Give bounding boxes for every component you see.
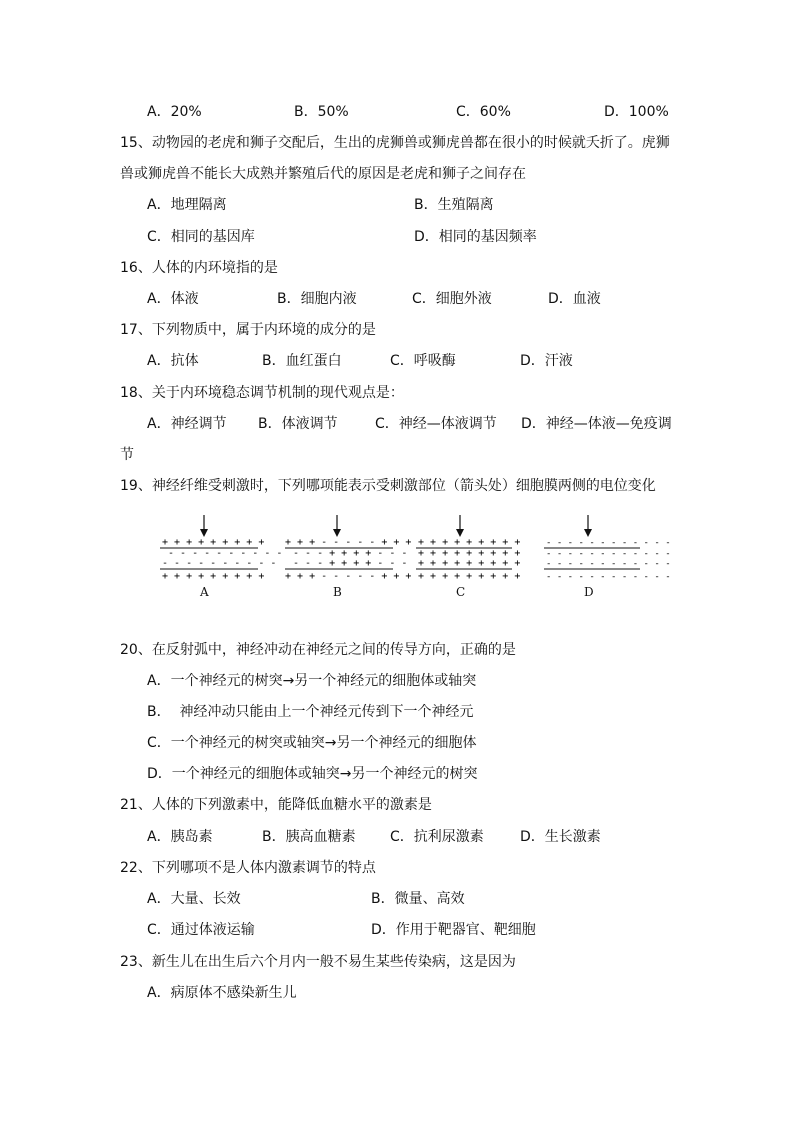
- membrane-diagram-b: [283, 515, 412, 585]
- membrane-diagram-a: [158, 515, 283, 585]
- q14-option-d: D．100%: [604, 104, 669, 120]
- q15-option-d: D．相同的基因频率: [414, 229, 537, 245]
- q17-option-b: B．血红蛋白: [262, 353, 342, 369]
- row-c-1: + + + + + + + + +: [418, 537, 521, 548]
- q19-figure-d: [542, 515, 671, 605]
- q17-option-d: D．汗液: [520, 353, 573, 369]
- q20-stem: 20、在反射弧中，神经冲动在神经元之间的传导方向，正确的是: [120, 642, 516, 658]
- row-c-4: + + + + + + + + +: [418, 571, 521, 582]
- q22-option-c: C．通过体液运输: [147, 922, 255, 938]
- q16-option-d: D．血液: [548, 291, 601, 307]
- membrane-diagram-c: [414, 515, 521, 585]
- row-b-1: + + + - - - - - + + +: [285, 537, 412, 548]
- q15-stem-line2: 兽或狮虎兽不能长大成熟并繁殖后代的原因是老虎和狮子之间存在: [120, 166, 526, 182]
- q23-option-a: A．病原体不感染新生儿: [147, 985, 297, 1001]
- row-a-3: - - - - - - - - - -: [162, 558, 277, 569]
- q22-option-a: A．大量、长效: [147, 891, 241, 907]
- q16-stem: 16、人体的内环境指的是: [120, 260, 278, 276]
- figure-label-b: B: [333, 585, 342, 599]
- q18-option-a: A．神经调节: [147, 416, 227, 432]
- q17-option-c: C．呼吸酶: [390, 353, 456, 369]
- row-c-2: + + + + + + + + +: [418, 548, 521, 559]
- q20-option-c: C．一个神经元的树突或轴突→另一个神经元的细胞体: [147, 735, 477, 751]
- q17-option-a: A．抗体: [147, 353, 199, 369]
- q21-option-c: C．抗利尿激素: [390, 829, 484, 845]
- q15-stem-line1: 15、动物园的老虎和狮子交配后，生出的虎狮兽或狮虎兽都在很小的时候就夭折了。虎狮: [120, 135, 670, 151]
- row-d-1: - - - - - - - - - - - -: [546, 538, 671, 548]
- q16-option-a: A．体液: [147, 291, 199, 307]
- q17-stem: 17、下列物质中，属于内环境的成分的是: [120, 322, 376, 338]
- row-b-4: + + + - - - - - + + +: [285, 571, 412, 582]
- q16-option-b: B．细胞内液: [277, 291, 357, 307]
- q20-option-a: A．一个神经元的树突→另一个神经元的细胞体或轴突: [147, 673, 477, 689]
- q18-option-c: C．神经—体液调节: [375, 416, 497, 432]
- figure-label-a: A: [200, 585, 209, 599]
- row-d-3: - - - - - - - - - - - -: [546, 559, 671, 569]
- figure-label-d: D: [584, 585, 594, 599]
- q22-option-d: D．作用于靶器官、靶细胞: [371, 922, 536, 938]
- row-c-3: + + + + + + + + +: [418, 558, 521, 569]
- q15-option-a: A．地理隔离: [147, 197, 227, 213]
- row-d-2: - - - - - - - - - - - -: [546, 549, 671, 559]
- q19-figure-a: [158, 515, 283, 605]
- q22-stem: 22、下列哪项不是人体内激素调节的特点: [120, 860, 376, 876]
- q19-figure-c: [414, 515, 521, 605]
- row-a-2: - - - - - - - - - -: [168, 548, 283, 559]
- membrane-diagram-d: [542, 515, 671, 585]
- q18-stem: 18、关于内环境稳态调节机制的现代观点是：: [120, 385, 404, 401]
- q14-option-a: A．20%: [147, 104, 202, 120]
- row-a-4: + + + + + + + + +: [162, 571, 265, 582]
- q21-option-a: A．胰岛素: [147, 829, 213, 845]
- q18-option-d-wrap: 节: [120, 447, 134, 463]
- q18-option-d: D．神经—体液—免疫调: [521, 416, 672, 432]
- q19-figure-b: [283, 515, 412, 605]
- row-a-1: + + + + + + + + +: [162, 537, 265, 548]
- q21-stem: 21、人体的下列激素中，能降低血糖水平的激素是: [120, 797, 432, 813]
- q15-option-b: B．生殖隔离: [414, 197, 494, 213]
- q21-option-b: B．胰高血糖素: [262, 829, 356, 845]
- q20-option-d: D．一个神经元的细胞体或轴突→另一个神经元的树突: [147, 766, 478, 782]
- q14-option-c: C．60%: [456, 104, 511, 120]
- q16-option-c: C．细胞外液: [412, 291, 492, 307]
- row-d-4: - - - - - - - - - - - -: [546, 572, 671, 582]
- q15-option-c: C．相同的基因库: [147, 229, 255, 245]
- q19-stem: 19、神经纤维受刺激时，下列哪项能表示受刺激部位（箭头处）细胞膜两侧的电位变化: [120, 478, 656, 494]
- row-b-3: - - - + + + + - - -: [293, 558, 408, 569]
- q21-option-d: D．生长激素: [520, 829, 601, 845]
- q14-option-b: B．50%: [294, 104, 349, 120]
- q20-option-b: B． 神经冲动只能由上一个神经元传到下一个神经元: [147, 704, 474, 720]
- q22-option-b: B．微量、高效: [371, 891, 465, 907]
- figure-label-c: C: [456, 585, 466, 599]
- row-b-2: - - - + + + + - - -: [293, 548, 408, 559]
- q18-option-b: B．体液调节: [258, 416, 338, 432]
- q23-stem: 23、新生儿在出生后六个月内一般不易生某些传染病，这是因为: [120, 954, 516, 970]
